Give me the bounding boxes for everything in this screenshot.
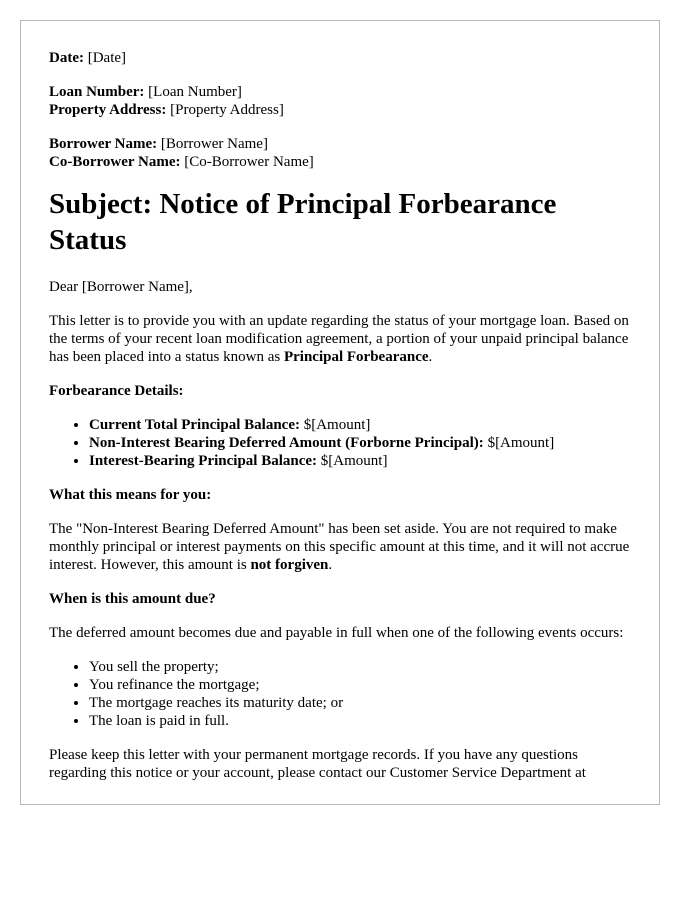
- letter-content: [49, 49, 634, 798]
- details-item-label: Interest-Bearing Principal Balance:: [89, 453, 318, 469]
- due-event-item: • You sell the property;: [89, 658, 634, 676]
- intro-end: .: [428, 349, 433, 365]
- due-paragraph: The deferred amount becomes due and payable in full when one of the following events occurs:: [49, 625, 624, 641]
- due-events-list: [49, 658, 634, 730]
- date-label: Date:: [49, 50, 84, 66]
- meaning-end: .: [328, 557, 333, 573]
- co-borrower-label: Co-Borrower Name:: [49, 154, 181, 170]
- details-item: [89, 416, 634, 434]
- details-item-value: $[Amount]: [320, 453, 388, 469]
- meaning-text: The "Non-Interest Bearing Deferred Amount" has been set aside. You are not required to make monthly principal or interest payments on this specific amount at this time, and it will not accrue interest. However, this amount is: [49, 521, 630, 573]
- meaning-heading-text: What this means for you:: [49, 487, 212, 503]
- closing-paragraph: Please keep this letter with your permanent mortgage records. If you have any questions regarding this notice or your account, please contact our Customer Service Department at: [49, 747, 586, 781]
- salutation: Dear [Borrower Name],: [49, 279, 193, 295]
- due-heading-text: When is this amount due?: [49, 591, 216, 607]
- due-event-item: • The mortgage reaches its maturity date; or: [89, 694, 634, 712]
- co-borrower-value: [Co-Borrower Name]: [184, 154, 314, 170]
- borrower-info: [49, 135, 634, 171]
- co-borrower-line: [49, 153, 634, 171]
- property-address-label: Property Address:: [49, 102, 167, 118]
- details-item: [89, 452, 634, 470]
- letter-page: [20, 20, 660, 805]
- intro-text: This letter is to provide you with an update regarding the status of your mortgage loan. Based on the terms of your recent loan modification agreement, a portion of your unpaid principal balance has been placed into a status known as: [49, 313, 629, 365]
- date-line: [49, 49, 634, 67]
- property-address-line: [49, 101, 634, 119]
- property-address-value: [Property Address]: [170, 102, 284, 118]
- due-event-item: • You refinance the mortgage;: [89, 676, 634, 694]
- due-heading: [49, 590, 634, 608]
- details-item: [89, 434, 634, 452]
- meaning-emphasis: not forgiven: [250, 557, 329, 573]
- details-heading: [49, 382, 634, 400]
- details-item-value: $[Amount]: [303, 417, 371, 433]
- borrower-value: [Borrower Name]: [160, 136, 268, 152]
- borrower-label: Borrower Name:: [49, 136, 158, 152]
- date-value: [Date]: [87, 50, 127, 66]
- details-item-label: Current Total Principal Balance:: [89, 417, 300, 433]
- meaning-paragraph: [49, 520, 634, 574]
- borrower-line: [49, 135, 634, 153]
- details-item-value: $[Amount]: [487, 435, 555, 451]
- subject-heading: Subject: Notice of Principal Forbearance Status: [49, 188, 557, 256]
- details-item-label: Non-Interest Bearing Deferred Amount (Forborne Principal):: [89, 435, 484, 451]
- loan-number-label: Loan Number:: [49, 84, 145, 100]
- loan-number-value: [Loan Number]: [148, 84, 242, 100]
- details-heading-text: Forbearance Details:: [49, 383, 184, 399]
- intro-paragraph: [49, 312, 634, 366]
- loan-info: [49, 83, 634, 119]
- intro-emphasis: Principal Forbearance: [283, 349, 429, 365]
- meaning-heading: [49, 486, 634, 504]
- loan-number-line: [49, 83, 634, 101]
- due-event-item: • The loan is paid in full.: [89, 712, 634, 730]
- details-list: [49, 416, 634, 470]
